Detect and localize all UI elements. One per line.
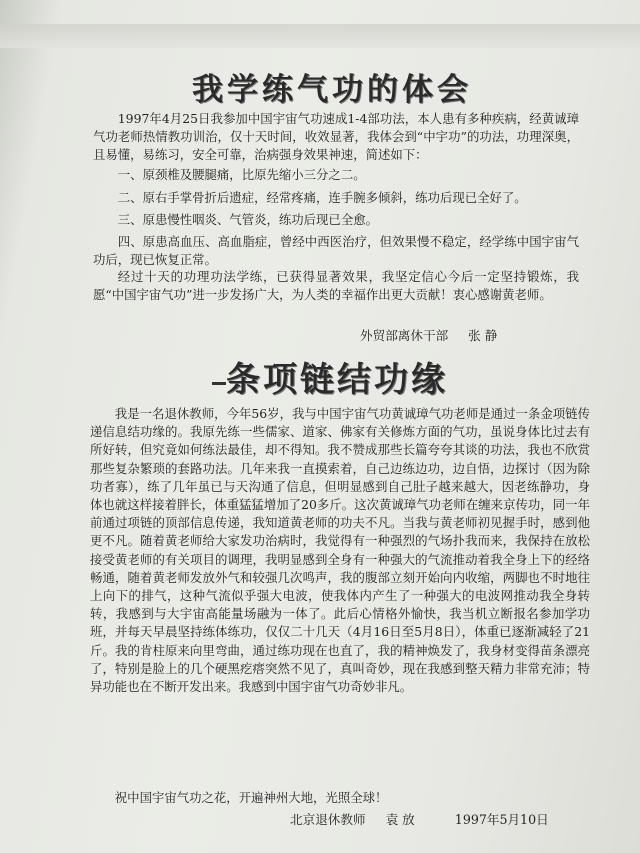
article2-paragraph-1: 我是一名退休教师，今年56岁，我与中国宇宙气功黄诚璋气功老师是通过一条金项链传递信息结功缘的。我原先练一些儒家、道家、佛家有关修炼方面的气功，虽说身体比过去有所好转，但究竟如何练法最佳，却不得知。我不赞成那些长篇夸夸其谈的功法，我也不欣赏那些复杂繁琐的套路功法。几年来我一直摸索着，自己边练边功，边自悟，边探讨（因为除功者寡），练了几年虽已与天沟通了信息，但明显感到自己肚子越来越大，因老练静功，身体也就这样接着胖长，体重猛猛增加了20多斤。这次黄诚璋气功老师在缠来京传功，同一年前通过项链的顶部信息传递，我知道黄老师的功夫不凡。当我与黄老师初见握手时，感到他更不凡。随着黄老师给大家发功治病时，我觉得有一种强烈的气场扑我而来，我保持在放松接受黄老师的有关项目的调理，我明显感到全身有一种强大的气流推动着我全身上下的经络畅通，随着黄老师发放外气和较强几次鸣声，我的腹部立刻开始向内收缩，两脚也不时地往上向下的排气，这种气流似乎强大电波，使我体内产生了一种强大的电波网推动我全身转转，我感到与大宇宙高能量场融为一体了。此后心情格外愉快，我当机立断报名参加学功班，并每天早晨坚持练体练功，仅仅二十几天（4月16日至5月8日），体重已逐渐减轻了21斤。我的肯柱原来向里弯曲，通过练功现在也直了，我的精神焕发了，我身材变得苗条漂亮了，特别是脸上的几个硬黑疙瘩突然不见了，真叫奇妙，现在我感到整天精力非常充沛；特异功能也在不断开发出来。我感到中国宇宙气功奇妙非凡。 bbox=[90, 406, 590, 695]
article2-title: 条项链结功缘 bbox=[226, 360, 448, 400]
article2-closing-line: 祝中国宇宙气功之花，开遍神州大地，光照全球！ bbox=[114, 790, 388, 805]
article1-item-2: 二、原右手掌骨折后遗症，经常疼痛，连手腕多倾斜，练功后现已全好了。 bbox=[117, 190, 527, 205]
article1-item-1: 一、原颈椎及腰腿痛，比原先缩小三分之二。 bbox=[117, 167, 366, 182]
article1-paragraph-1: 1997年4月25日我参加中国宇宙气功速成1-4部功法，本人患有多种疾病，经黄诚璋气功老师热情教功训治，仅十天时间，收效显著，我体会到“中宇功”的功法，功理深奥，且易懂，易练习，安全可靠，治病强身效果神速，简述如下： bbox=[93, 111, 579, 163]
article2-signature: 北京退休教师 袁 放 1997年5月10日 bbox=[290, 812, 549, 827]
article1-signature: 外贸部离休干部 张 静 bbox=[360, 328, 498, 343]
article1-item-3: 三、原患慢性咽炎、气管炎，练功后现已全愈。 bbox=[117, 212, 378, 227]
paper-fold bbox=[0, 24, 640, 48]
title-dash bbox=[212, 382, 226, 385]
article1-paragraph-2: 经过十天的功理功法学练，已获得显著效果，我坚定信心今后一定坚持锻炼，我愿“中国宇宙气功”进一步发扬广大，为人类的幸福作出更大贡献！衷心感谢黄老师。 bbox=[93, 269, 579, 303]
article1-item-4: 四、原患高血压、高血脂症，曾经中西医治疗，但效果慢不稳定，经学练中国宇宙气功后，现已恢复正常。 bbox=[93, 234, 579, 268]
article1-title: 我学练气功的体会 bbox=[192, 72, 472, 108]
